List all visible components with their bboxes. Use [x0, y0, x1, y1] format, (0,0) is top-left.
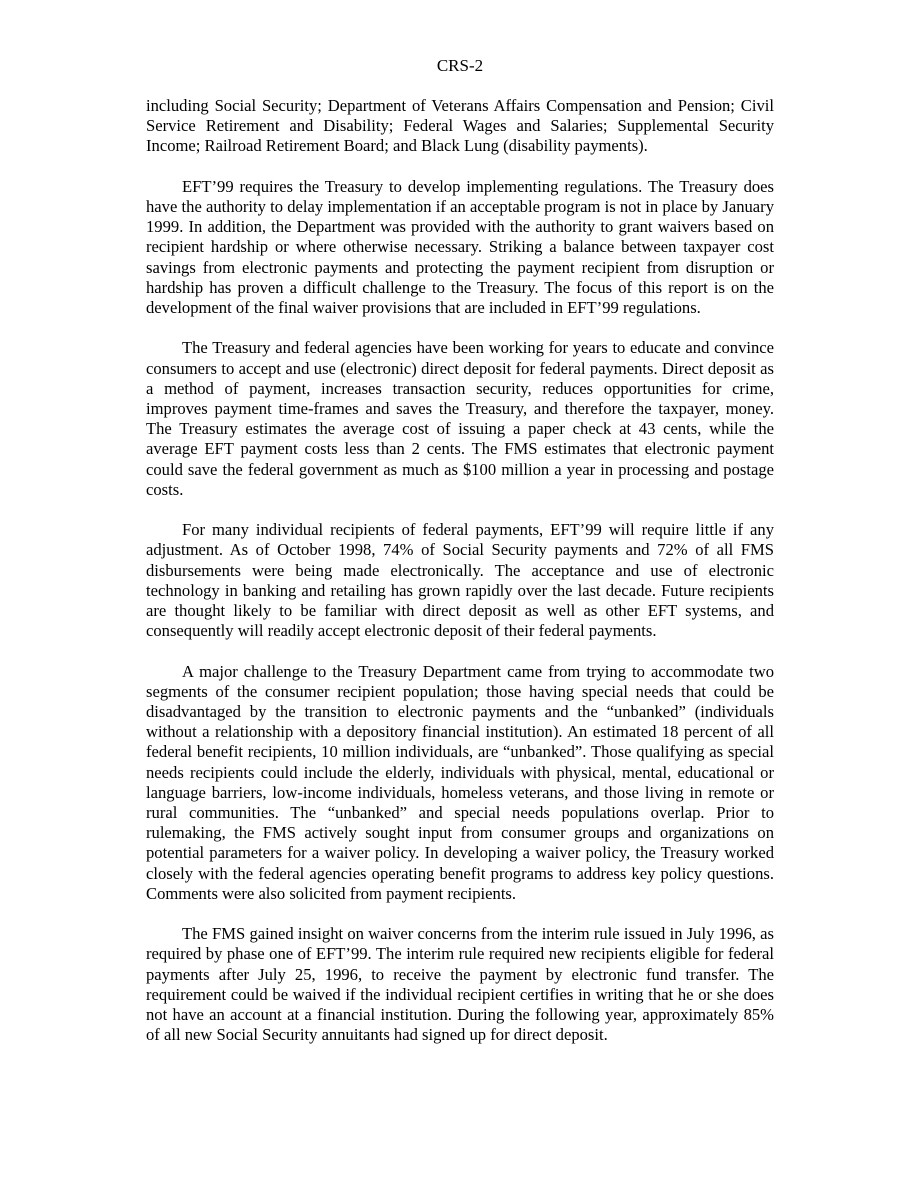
body-text	[146, 96, 774, 1066]
paragraph-continuation: including Social Security; Department of Veterans Affairs Compensation and Pension; Civil Service Retirement and Disability; Federal Wages and Salaries; Supplemental Security Income; Railroad Retirement Board; and Black Lung (disability payments).	[146, 96, 774, 156]
paragraph-major-challenge: A major challenge to the Treasury Department came from trying to accommodate two segments of the consumer recipient population; those having special needs that could be disadvantaged by the transition to electronic payments and the “unbanked” (individuals without a relationship with a depository financial institution). An estimated 18 percent of all federal benefit recipients, 10 million individuals, are “unbanked”. Those qualifying as special needs recipients could include the elderly, individuals with physical, mental, educational or language barriers, low-income individuals, homeless veterans, and those living in remote or rural communities. The “unbanked” and special needs populations overlap. Prior to rulemaking, the FMS actively sought input from consumer groups and organizations on potential parameters for a waiver policy. In developing a waiver policy, the Treasury worked closely with the federal agencies operating benefit programs to address key policy questions. Comments were also solicited from payment recipients.	[146, 661, 774, 903]
page-header: CRS-2	[436, 56, 484, 75]
paragraph-interim-rule: The FMS gained insight on waiver concerns from the interim rule issued in July 1996, as required by phase one of EFT’99. The interim rule required new recipients eligible for federal payments after July 25, 1996, to receive the payment by electronic fund transfer. The requirement could be waived if the individual recipient certifies in writing that he or she does not have an account at a financial institution. During the following year, approximately 85% of all new Social Security annuitants had signed up for direct deposit.	[146, 924, 774, 1045]
paragraph-direct-deposit: The Treasury and federal agencies have been working for years to educate and convince consumers to accept and use (electronic) direct deposit for federal payments. Direct deposit as a method of payment, increases transaction security, reduces opportunities for crime, improves payment time-frames and saves the Treasury, and therefore the taxpayer, money. The Treasury estimates the average cost of issuing a paper check at 43 cents, while the average EFT payment costs less than 2 cents. The FMS estimates that electronic payment could save the federal government as much as $100 million a year in processing and postage costs.	[146, 338, 774, 499]
paragraph-recipients-adjustment: For many individual recipients of federal payments, EFT’99 will require little if any adjustment. As of October 1998, 74% of Social Security payments and 72% of all FMS disbursements were being made electronically. The acceptance and use of electronic technology in banking and retailing has grown rapidly over the last decade. Future recipients are thought likely to be familiar with direct deposit as well as other EFT systems, and consequently will readily accept electronic deposit of their federal payments.	[146, 520, 774, 641]
paragraph-eft99-regulations: EFT’99 requires the Treasury to develop implementing regulations. The Treasury does have the authority to delay implementation if an acceptable program is not in place by January 1999. In addition, the Department was provided with the authority to grant waivers based on recipient hardship or where otherwise necessary. Striking a balance between taxpayer cost savings from electronic payments and protecting the payment recipient from disruption or hardship has proven a difficult challenge to the Treasury. The focus of this report is on the development of the final waiver provisions that are included in EFT’99 regulations.	[146, 176, 774, 318]
